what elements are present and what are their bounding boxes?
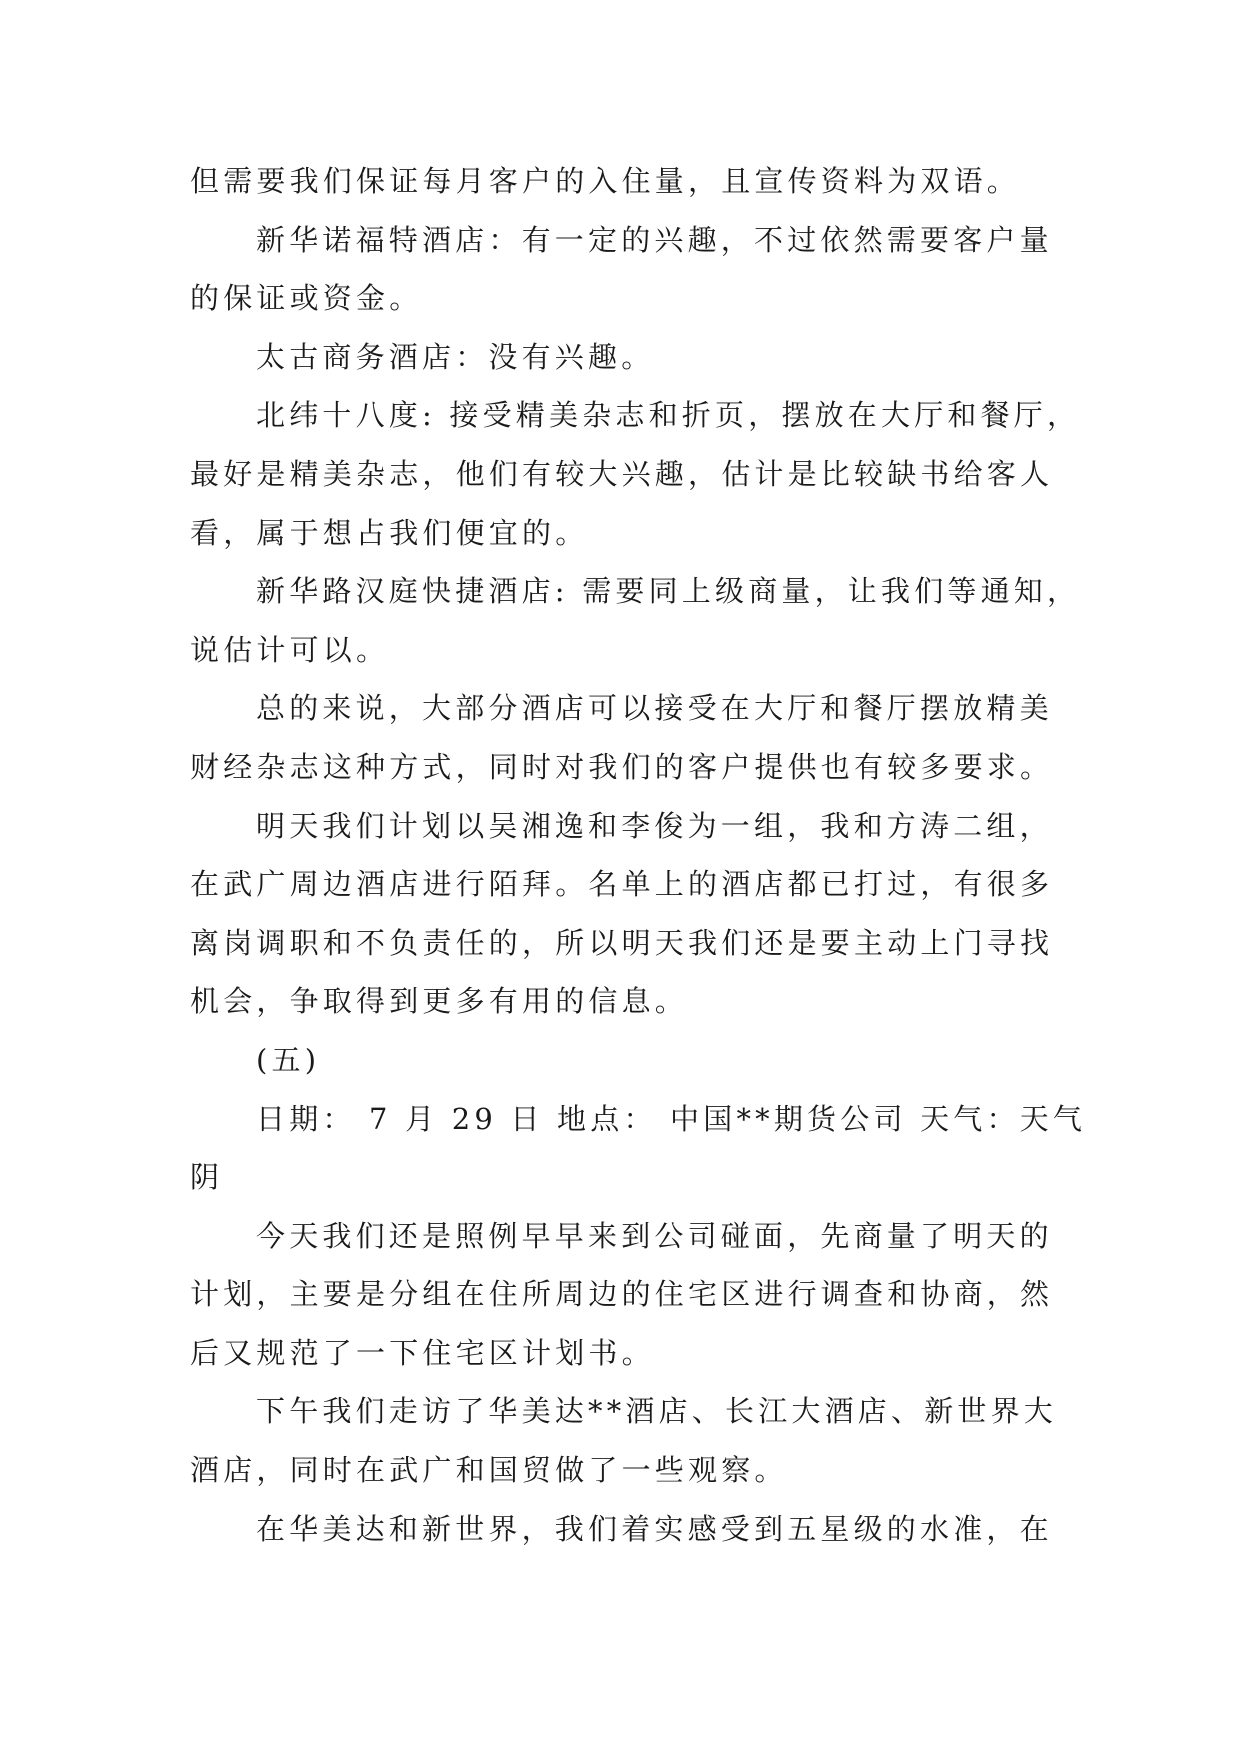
text-line: 在武广周边酒店进行陌拜。名单上的酒店都已打过，有很多 <box>190 867 1054 902</box>
text-line: 阴 <box>190 1160 224 1195</box>
section-heading: (五) <box>256 1042 321 1077</box>
text-line: 的保证或资金。 <box>190 281 423 316</box>
text-line: 明天我们计划以吴湘逸和李俊为一组，我和方涛二组， <box>256 808 1053 843</box>
text-line: 今天我们还是照例早早来到公司碰面，先商量了明天的 <box>256 1218 1053 1253</box>
text-line: 总的来说，大部分酒店可以接受在大厅和餐厅摆放精美 <box>256 691 1053 726</box>
text-line: 机会，争取得到更多有用的信息。 <box>190 984 689 1019</box>
text-line: 在华美达和新世界，我们着实感受到五星级的水准，在 <box>256 1511 1053 1546</box>
date-location-weather-line: 日期： 7 月 29 日 地点： 中国**期货公司 天气：天气 <box>256 1101 1087 1136</box>
text-line: 新华诺福特酒店：有一定的兴趣，不过依然需要客户量 <box>256 222 1053 257</box>
text-line: 看，属于想占我们便宜的。 <box>190 515 589 550</box>
text-line: 说估计可以。 <box>190 632 390 667</box>
text-line: 离岗调职和不负责任的，所以明天我们还是要主动上门寻找 <box>190 925 1054 960</box>
text-line: 酒店，同时在武广和国贸做了一些观察。 <box>190 1453 788 1488</box>
text-line: 计划，主要是分组在住所周边的住宅区进行调查和协商，然 <box>190 1277 1054 1312</box>
text-line: 财经杂志这种方式，同时对我们的客户提供也有较多要求。 <box>190 749 1054 784</box>
text-line: 下午我们走访了华美达**酒店、长江大酒店、新世界大 <box>256 1394 1058 1429</box>
text-line: 后又规范了一下住宅区计划书。 <box>190 1335 655 1370</box>
text-line: 新华路汉庭快捷酒店: 需要同上级商量，让我们等通知， <box>256 574 1081 609</box>
document-body <box>190 152 1087 1558</box>
text-line: 北纬十八度: 接受精美杂志和折页，摆放在大厅和餐厅， <box>256 398 1081 433</box>
text-line: 但需要我们保证每月客户的入住量，且宣传资料为双语。 <box>190 164 1021 198</box>
text-line: 最好是精美杂志，他们有较大兴趣，估计是比较缺书给客人 <box>190 456 1054 491</box>
text-line: 太古商务酒店：没有兴趣。 <box>256 339 655 374</box>
